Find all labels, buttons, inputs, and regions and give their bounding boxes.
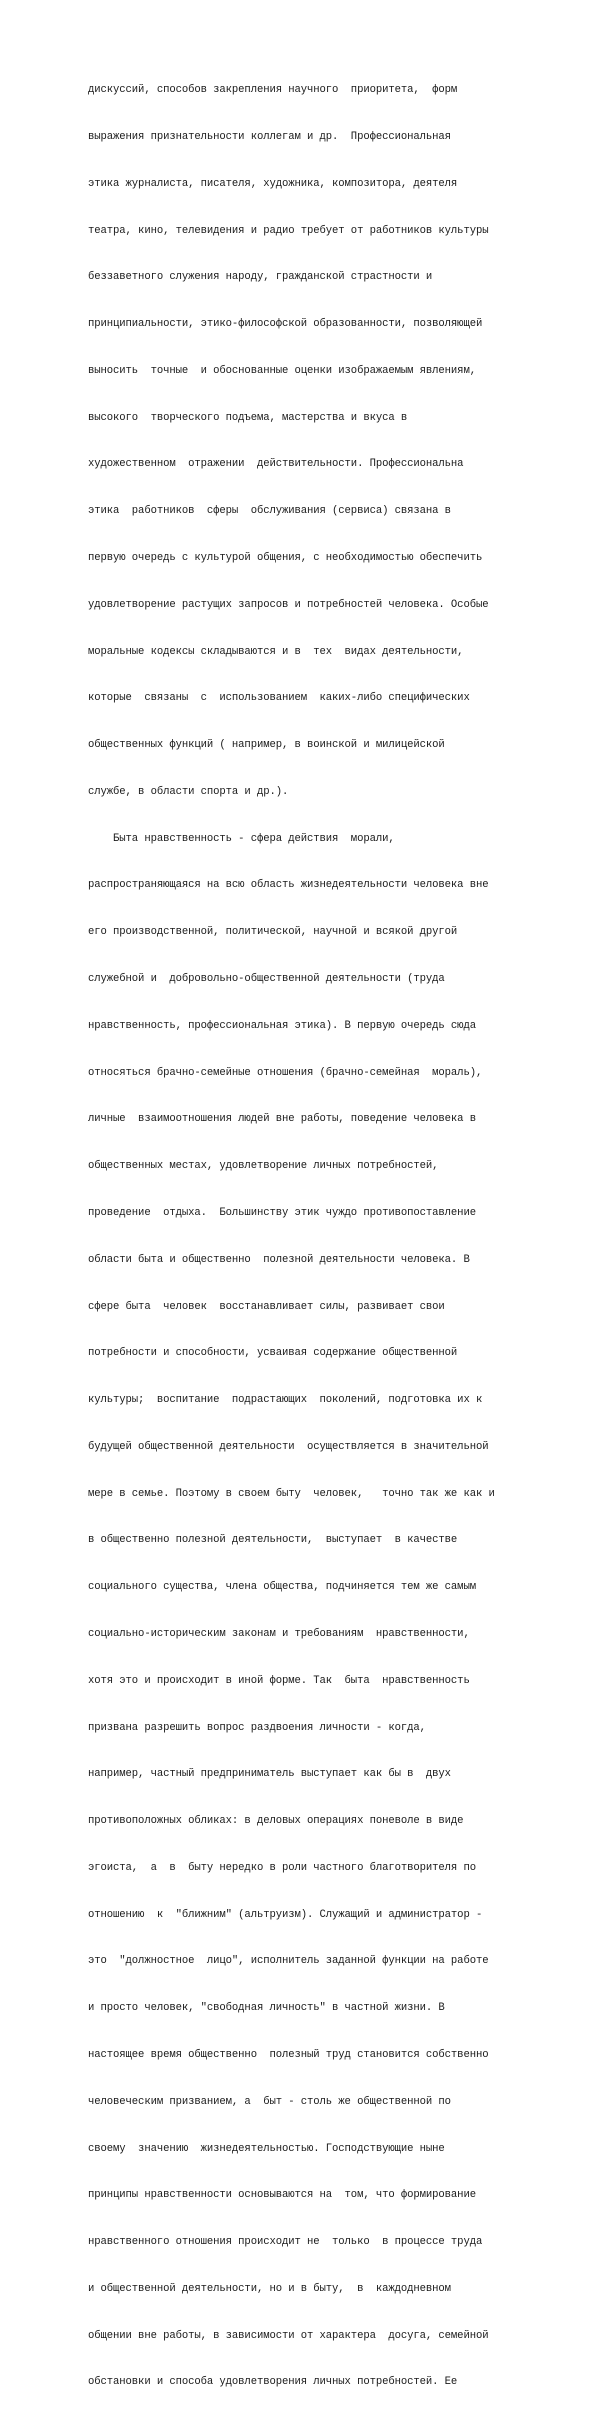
text-line: распространяющаяся на всю область жизнедеятельности человека вне	[88, 879, 489, 892]
text-line: этика работников сферы обслуживания (сервиса) связана в	[88, 505, 451, 518]
text-line: дискуссий, способов закрепления научного приоритета, форм	[88, 84, 458, 97]
text-line: нравственного отношения происходит не только в процессе труда	[88, 2236, 483, 2249]
text-line: настоящее время общественно полезный труд становится собственно	[88, 2049, 489, 2061]
text-line: служебной и добровольно-общественной деятельности (труда	[88, 973, 445, 986]
text-line: эгоиста, а в быту нередко в роли частного благотворителя по	[88, 1861, 476, 1874]
text-line: будущей общественной деятельности осуществляется в значительной	[88, 1440, 489, 1453]
text-line: призвана разрешить вопрос раздвоения личности - когда,	[88, 1721, 426, 1734]
text-line: в общественно полезной деятельности, выступает в качестве	[88, 1534, 458, 1547]
text-line: противоположных обликах: в деловых операциях поневоле в виде	[88, 1815, 464, 1828]
text-line: человеческим призванием, а быт - столь же общественной по	[88, 2095, 451, 2108]
text-line: принципы нравственности основываются на том, что формирование	[88, 2189, 476, 2202]
text-line: моральные кодексы складываются и в тех видах деятельности,	[88, 645, 464, 658]
text-line: высокого творческого подъема, мастерства и вкуса в	[88, 411, 408, 424]
text-line: нравственность, профессиональная этика). В первую очередь сюда	[88, 1019, 476, 1032]
text-line: общении вне работы, в зависимости от характера досуга, семейной	[88, 2329, 489, 2342]
text-line: области быта и общественно полезной деятельности человека. В	[88, 1253, 470, 1266]
text-line: это "должностное лицо", исполнитель заданной функции на работе	[88, 1955, 489, 1968]
text-line: этика журналиста, писателя, художника, композитора, деятеля	[88, 177, 458, 190]
text-line: которые связаны с использованием каких-либо специфических	[88, 692, 470, 705]
text-line: своему значению жизнедеятельностью. Господствующие ныне	[88, 2142, 445, 2155]
text-line: и общественной деятельности, но и в быту, в каждодневном	[88, 2282, 451, 2295]
text-line: личные взаимоотношения людей вне работы, поведение человека в	[88, 1113, 476, 1126]
text-line: например, частный предприниматель выступает как бы в двух	[88, 1768, 451, 1781]
text-line: удовлетворение растущих запросов и потребностей человека. Особые	[88, 598, 489, 611]
text-line: хотя это и происходит в иной форме. Так быта нравственность	[88, 1674, 470, 1687]
text-line: мере в семье. Поэтому в своем быту человек, точно так же как и	[88, 1487, 495, 1500]
text-line: обстановки и способа удовлетворения личных потребностей. Ее	[88, 2376, 458, 2389]
text-line: принципиальности, этико-философской образованности, позволяющей	[88, 318, 483, 331]
body-text	[88, 52, 558, 2422]
text-line: потребности и способности, усваивая содержание общественной	[88, 1347, 458, 1360]
text-line: относяться брачно-семейные отношения (брачно-семейная мораль),	[88, 1066, 483, 1079]
text-line: сфере быта человек восстанавливает силы, развивает свои	[88, 1300, 445, 1313]
text-line: отношению к "ближним" (альтруизм). Служащий и администратор -	[88, 1908, 483, 1921]
text-line: общественных функций ( например, в воинской и милицейской	[88, 739, 445, 752]
text-line: первую очередь с культурой общения, с необходимостью обеспечить	[88, 552, 483, 564]
text-line: выражения признательности коллегам и др. Профессиональная	[88, 130, 451, 143]
text-line: художественном отражении действительности. Профессиональна	[88, 458, 464, 471]
text-line: его производственной, политической, научной и всякой другой	[88, 926, 458, 939]
text-line: беззаветного служения народу, гражданской страстности и	[88, 271, 433, 284]
text-line: театра, кино, телевидения и радио требует от работников культуры	[88, 224, 489, 237]
text-line: культуры; воспитание подрастающих поколений, подготовка их к	[88, 1394, 483, 1407]
text-line: службе, в области спорта и др.).	[88, 785, 289, 798]
text-line: Быта нравственность - сфера действия морали,	[88, 832, 395, 845]
text-line: социально-историческим законам и требованиям нравственности,	[88, 1627, 470, 1640]
text-line: социального существа, члена общества, подчиняется тем же самым	[88, 1581, 476, 1594]
text-line: общественных местах, удовлетворение личных потребностей,	[88, 1160, 439, 1173]
text-line: выносить точные и обоснованные оценки изображаемым явлениям,	[88, 364, 476, 377]
text-line: и просто человек, "свободная личность" в частной жизни. В	[88, 2002, 445, 2015]
text-line: проведение отдыха. Большинству этик чуждо противопоставление	[88, 1206, 476, 1219]
